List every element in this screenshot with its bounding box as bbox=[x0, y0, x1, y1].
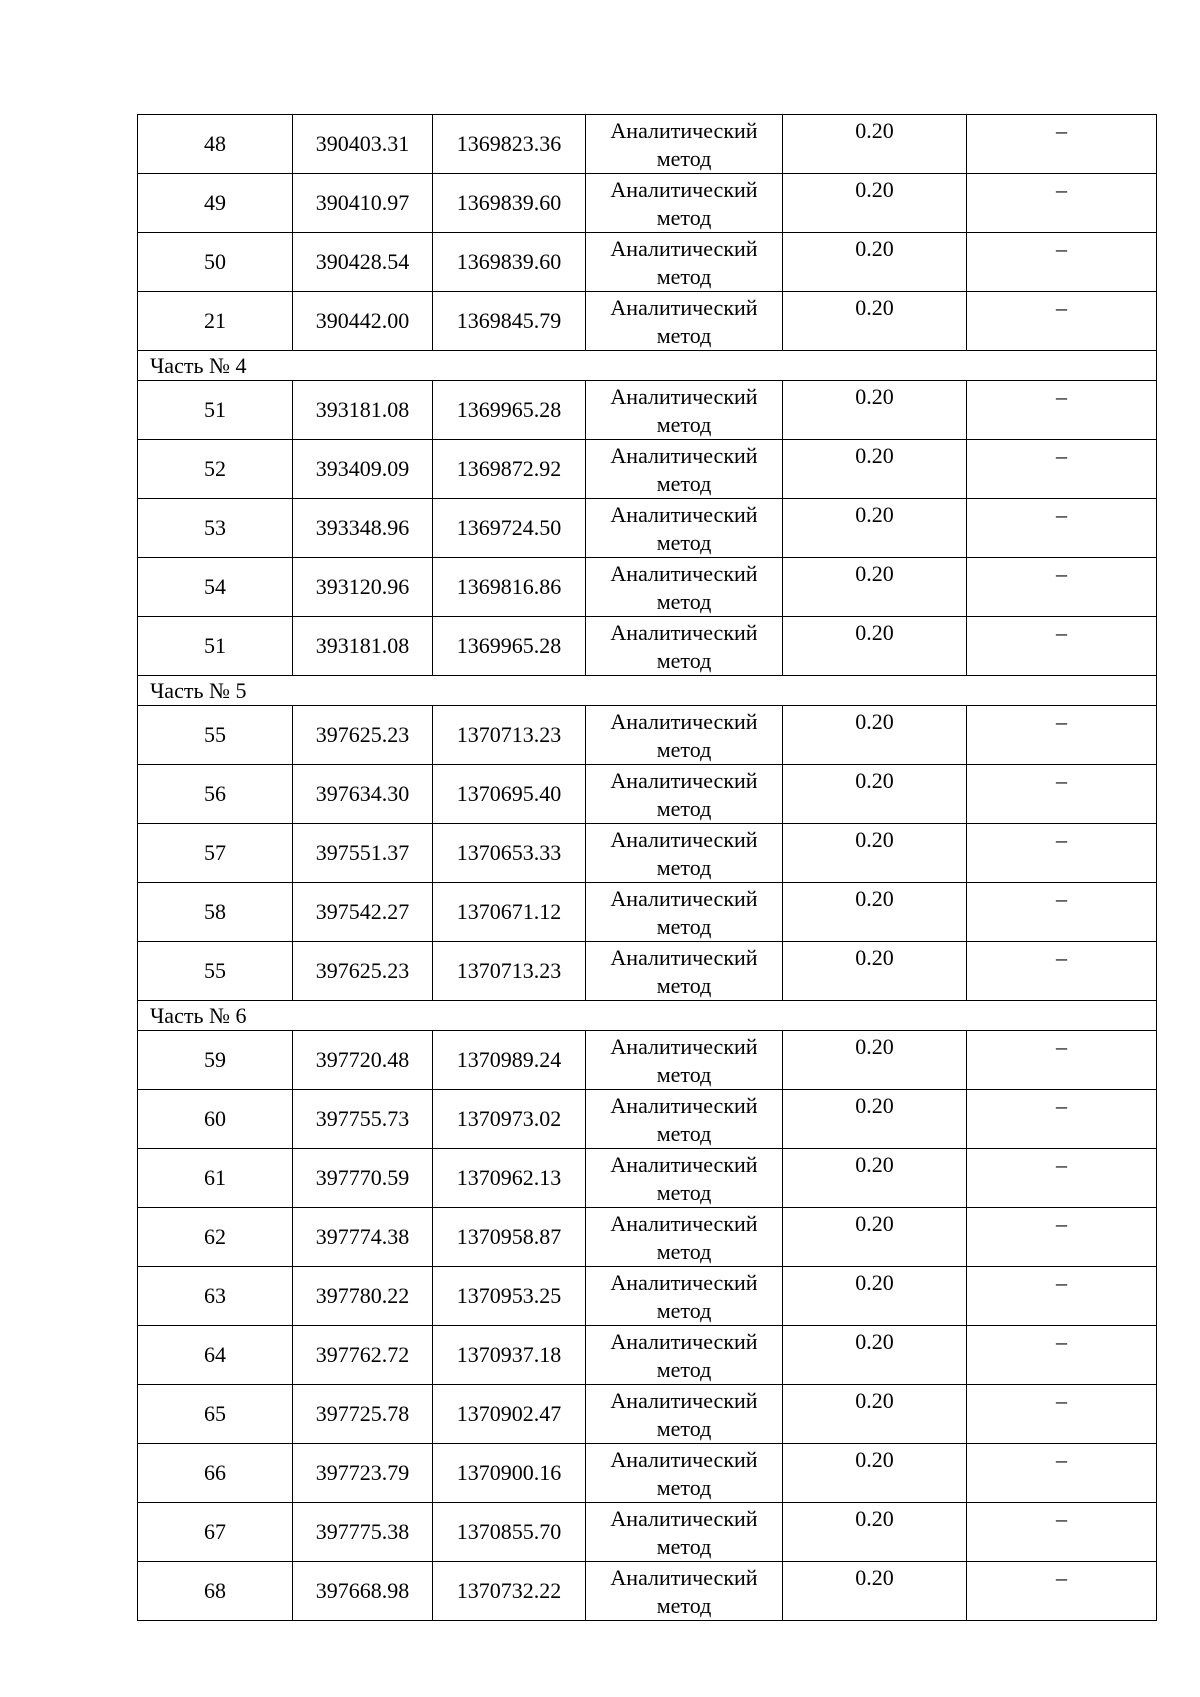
x-coordinate-cell: 397625.23 bbox=[293, 706, 433, 765]
accuracy-cell: 0.20 bbox=[783, 883, 967, 942]
accuracy-cell: 0.20 bbox=[783, 1208, 967, 1267]
method-cell: Аналитический метод bbox=[586, 617, 783, 676]
note-cell: – bbox=[967, 1326, 1157, 1385]
x-coordinate-cell: 397762.72 bbox=[293, 1326, 433, 1385]
point-number-cell: 57 bbox=[138, 824, 293, 883]
y-coordinate-cell: 1370958.87 bbox=[433, 1208, 586, 1267]
y-coordinate-cell: 1370989.24 bbox=[433, 1031, 586, 1090]
method-cell: Аналитический метод bbox=[586, 1562, 783, 1621]
table-row bbox=[138, 942, 1157, 1001]
y-coordinate-cell: 1369872.92 bbox=[433, 440, 586, 499]
accuracy-cell: 0.20 bbox=[783, 1503, 967, 1562]
accuracy-cell: 0.20 bbox=[783, 1090, 967, 1149]
accuracy-cell: 0.20 bbox=[783, 558, 967, 617]
y-coordinate-cell: 1370973.02 bbox=[433, 1090, 586, 1149]
table-row bbox=[138, 883, 1157, 942]
accuracy-cell: 0.20 bbox=[783, 1149, 967, 1208]
part-label: Часть № 5 bbox=[138, 676, 1157, 706]
table-row bbox=[138, 233, 1157, 292]
y-coordinate-cell: 1370962.13 bbox=[433, 1149, 586, 1208]
part-label: Часть № 4 bbox=[138, 351, 1157, 381]
point-number-cell: 67 bbox=[138, 1503, 293, 1562]
method-cell: Аналитический метод bbox=[586, 824, 783, 883]
x-coordinate-cell: 393120.96 bbox=[293, 558, 433, 617]
x-coordinate-cell: 393181.08 bbox=[293, 381, 433, 440]
x-coordinate-cell: 397551.37 bbox=[293, 824, 433, 883]
method-cell: Аналитический метод bbox=[586, 174, 783, 233]
accuracy-cell: 0.20 bbox=[783, 617, 967, 676]
note-cell: – bbox=[967, 883, 1157, 942]
part-header-row bbox=[138, 676, 1157, 706]
point-number-cell: 52 bbox=[138, 440, 293, 499]
note-cell: – bbox=[967, 1562, 1157, 1621]
table-row bbox=[138, 558, 1157, 617]
accuracy-cell: 0.20 bbox=[783, 381, 967, 440]
point-number-cell: 54 bbox=[138, 558, 293, 617]
method-cell: Аналитический метод bbox=[586, 706, 783, 765]
method-cell: Аналитический метод bbox=[586, 942, 783, 1001]
accuracy-cell: 0.20 bbox=[783, 1385, 967, 1444]
coordinates-table-body bbox=[138, 115, 1157, 1621]
note-cell: – bbox=[967, 1090, 1157, 1149]
x-coordinate-cell: 397780.22 bbox=[293, 1267, 433, 1326]
accuracy-cell: 0.20 bbox=[783, 115, 967, 174]
note-cell: – bbox=[967, 558, 1157, 617]
table-row bbox=[138, 381, 1157, 440]
coordinates-table bbox=[137, 114, 1157, 1621]
x-coordinate-cell: 397542.27 bbox=[293, 883, 433, 942]
table-row bbox=[138, 174, 1157, 233]
y-coordinate-cell: 1370900.16 bbox=[433, 1444, 586, 1503]
note-cell: – bbox=[967, 1267, 1157, 1326]
table-row bbox=[138, 1267, 1157, 1326]
table-row bbox=[138, 1031, 1157, 1090]
method-cell: Аналитический метод bbox=[586, 1385, 783, 1444]
x-coordinate-cell: 397770.59 bbox=[293, 1149, 433, 1208]
note-cell: – bbox=[967, 1385, 1157, 1444]
accuracy-cell: 0.20 bbox=[783, 499, 967, 558]
y-coordinate-cell: 1370713.23 bbox=[433, 706, 586, 765]
table-row bbox=[138, 1149, 1157, 1208]
table-row bbox=[138, 1326, 1157, 1385]
y-coordinate-cell: 1370953.25 bbox=[433, 1267, 586, 1326]
table-row bbox=[138, 765, 1157, 824]
x-coordinate-cell: 390428.54 bbox=[293, 233, 433, 292]
y-coordinate-cell: 1370902.47 bbox=[433, 1385, 586, 1444]
point-number-cell: 48 bbox=[138, 115, 293, 174]
table-row bbox=[138, 706, 1157, 765]
method-cell: Аналитический метод bbox=[586, 1326, 783, 1385]
method-cell: Аналитический метод bbox=[586, 233, 783, 292]
method-cell: Аналитический метод bbox=[586, 1090, 783, 1149]
accuracy-cell: 0.20 bbox=[783, 706, 967, 765]
point-number-cell: 51 bbox=[138, 381, 293, 440]
method-cell: Аналитический метод bbox=[586, 1503, 783, 1562]
method-cell: Аналитический метод bbox=[586, 883, 783, 942]
y-coordinate-cell: 1370855.70 bbox=[433, 1503, 586, 1562]
method-cell: Аналитический метод bbox=[586, 1267, 783, 1326]
method-cell: Аналитический метод bbox=[586, 381, 783, 440]
y-coordinate-cell: 1369839.60 bbox=[433, 174, 586, 233]
x-coordinate-cell: 397774.38 bbox=[293, 1208, 433, 1267]
table-row bbox=[138, 1090, 1157, 1149]
x-coordinate-cell: 393348.96 bbox=[293, 499, 433, 558]
y-coordinate-cell: 1370732.22 bbox=[433, 1562, 586, 1621]
accuracy-cell: 0.20 bbox=[783, 440, 967, 499]
note-cell: – bbox=[967, 292, 1157, 351]
note-cell: – bbox=[967, 499, 1157, 558]
y-coordinate-cell: 1370653.33 bbox=[433, 824, 586, 883]
table-row bbox=[138, 115, 1157, 174]
table-row bbox=[138, 1503, 1157, 1562]
point-number-cell: 59 bbox=[138, 1031, 293, 1090]
y-coordinate-cell: 1370937.18 bbox=[433, 1326, 586, 1385]
accuracy-cell: 0.20 bbox=[783, 1444, 967, 1503]
point-number-cell: 21 bbox=[138, 292, 293, 351]
method-cell: Аналитический метод bbox=[586, 292, 783, 351]
note-cell: – bbox=[967, 1031, 1157, 1090]
x-coordinate-cell: 397725.78 bbox=[293, 1385, 433, 1444]
point-number-cell: 65 bbox=[138, 1385, 293, 1444]
y-coordinate-cell: 1369965.28 bbox=[433, 617, 586, 676]
accuracy-cell: 0.20 bbox=[783, 1031, 967, 1090]
accuracy-cell: 0.20 bbox=[783, 824, 967, 883]
x-coordinate-cell: 397634.30 bbox=[293, 765, 433, 824]
point-number-cell: 55 bbox=[138, 942, 293, 1001]
point-number-cell: 50 bbox=[138, 233, 293, 292]
accuracy-cell: 0.20 bbox=[783, 1562, 967, 1621]
x-coordinate-cell: 393181.08 bbox=[293, 617, 433, 676]
table-row bbox=[138, 1562, 1157, 1621]
point-number-cell: 60 bbox=[138, 1090, 293, 1149]
x-coordinate-cell: 397668.98 bbox=[293, 1562, 433, 1621]
table-row bbox=[138, 824, 1157, 883]
method-cell: Аналитический метод bbox=[586, 1031, 783, 1090]
table-row bbox=[138, 499, 1157, 558]
x-coordinate-cell: 390442.00 bbox=[293, 292, 433, 351]
accuracy-cell: 0.20 bbox=[783, 174, 967, 233]
y-coordinate-cell: 1370695.40 bbox=[433, 765, 586, 824]
note-cell: – bbox=[967, 233, 1157, 292]
part-label: Часть № 6 bbox=[138, 1001, 1157, 1031]
point-number-cell: 62 bbox=[138, 1208, 293, 1267]
point-number-cell: 53 bbox=[138, 499, 293, 558]
note-cell: – bbox=[967, 824, 1157, 883]
y-coordinate-cell: 1369823.36 bbox=[433, 115, 586, 174]
method-cell: Аналитический метод bbox=[586, 115, 783, 174]
accuracy-cell: 0.20 bbox=[783, 1267, 967, 1326]
point-number-cell: 68 bbox=[138, 1562, 293, 1621]
accuracy-cell: 0.20 bbox=[783, 765, 967, 824]
y-coordinate-cell: 1370713.23 bbox=[433, 942, 586, 1001]
method-cell: Аналитический метод bbox=[586, 1444, 783, 1503]
x-coordinate-cell: 397755.73 bbox=[293, 1090, 433, 1149]
x-coordinate-cell: 397723.79 bbox=[293, 1444, 433, 1503]
point-number-cell: 51 bbox=[138, 617, 293, 676]
point-number-cell: 63 bbox=[138, 1267, 293, 1326]
y-coordinate-cell: 1369724.50 bbox=[433, 499, 586, 558]
method-cell: Аналитический метод bbox=[586, 1208, 783, 1267]
x-coordinate-cell: 393409.09 bbox=[293, 440, 433, 499]
method-cell: Аналитический метод bbox=[586, 558, 783, 617]
x-coordinate-cell: 397775.38 bbox=[293, 1503, 433, 1562]
point-number-cell: 64 bbox=[138, 1326, 293, 1385]
note-cell: – bbox=[967, 1149, 1157, 1208]
table-row bbox=[138, 617, 1157, 676]
x-coordinate-cell: 390403.31 bbox=[293, 115, 433, 174]
table-row bbox=[138, 1208, 1157, 1267]
y-coordinate-cell: 1370671.12 bbox=[433, 883, 586, 942]
note-cell: – bbox=[967, 1444, 1157, 1503]
x-coordinate-cell: 397720.48 bbox=[293, 1031, 433, 1090]
y-coordinate-cell: 1369816.86 bbox=[433, 558, 586, 617]
table-row bbox=[138, 1444, 1157, 1503]
note-cell: – bbox=[967, 174, 1157, 233]
point-number-cell: 55 bbox=[138, 706, 293, 765]
table-row bbox=[138, 440, 1157, 499]
method-cell: Аналитический метод bbox=[586, 440, 783, 499]
point-number-cell: 49 bbox=[138, 174, 293, 233]
note-cell: – bbox=[967, 617, 1157, 676]
y-coordinate-cell: 1369845.79 bbox=[433, 292, 586, 351]
part-header-row bbox=[138, 1001, 1157, 1031]
note-cell: – bbox=[967, 765, 1157, 824]
note-cell: – bbox=[967, 115, 1157, 174]
method-cell: Аналитический метод bbox=[586, 1149, 783, 1208]
point-number-cell: 56 bbox=[138, 765, 293, 824]
point-number-cell: 58 bbox=[138, 883, 293, 942]
accuracy-cell: 0.20 bbox=[783, 233, 967, 292]
note-cell: – bbox=[967, 706, 1157, 765]
note-cell: – bbox=[967, 1208, 1157, 1267]
method-cell: Аналитический метод bbox=[586, 499, 783, 558]
y-coordinate-cell: 1369839.60 bbox=[433, 233, 586, 292]
x-coordinate-cell: 397625.23 bbox=[293, 942, 433, 1001]
point-number-cell: 66 bbox=[138, 1444, 293, 1503]
table-row bbox=[138, 1385, 1157, 1444]
note-cell: – bbox=[967, 942, 1157, 1001]
part-header-row bbox=[138, 351, 1157, 381]
x-coordinate-cell: 390410.97 bbox=[293, 174, 433, 233]
y-coordinate-cell: 1369965.28 bbox=[433, 381, 586, 440]
accuracy-cell: 0.20 bbox=[783, 292, 967, 351]
accuracy-cell: 0.20 bbox=[783, 942, 967, 1001]
point-number-cell: 61 bbox=[138, 1149, 293, 1208]
table-row bbox=[138, 292, 1157, 351]
note-cell: – bbox=[967, 440, 1157, 499]
accuracy-cell: 0.20 bbox=[783, 1326, 967, 1385]
method-cell: Аналитический метод bbox=[586, 765, 783, 824]
note-cell: – bbox=[967, 381, 1157, 440]
note-cell: – bbox=[967, 1503, 1157, 1562]
